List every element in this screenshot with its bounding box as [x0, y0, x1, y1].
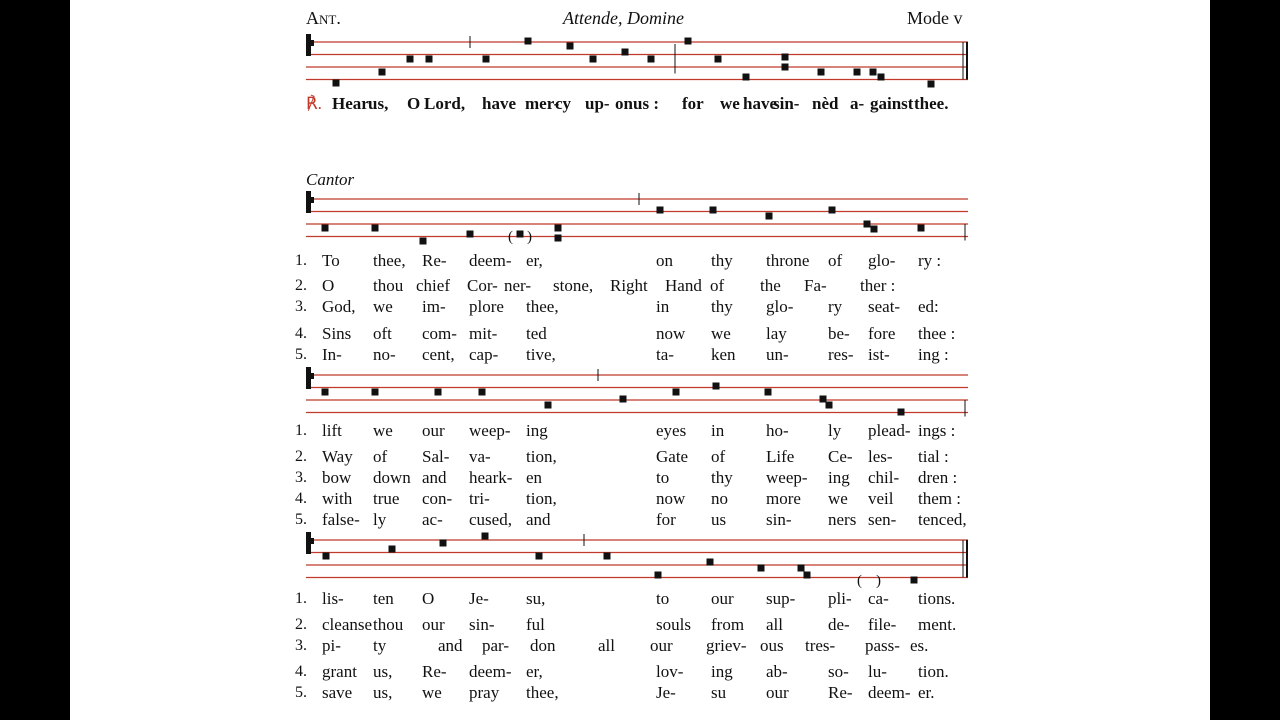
lyric-syllable: tres- [805, 636, 836, 655]
lyric-syllable: true [373, 489, 400, 508]
verse-number: 1. [295, 422, 307, 439]
lyric-syllable: weep- [469, 421, 511, 440]
lyric-syllable: Re- [422, 251, 447, 270]
lyric-syllable: cleanse [322, 615, 373, 634]
lyric-syllable: glo- [766, 297, 794, 316]
lyric-syllable: tive, [526, 345, 556, 364]
lyric-syllable: thou [373, 276, 404, 295]
neume-note [829, 207, 836, 214]
lyric-syllable: In- [322, 345, 342, 364]
antiphon-syllable: us, [368, 94, 389, 113]
lyric-syllable: Gate [656, 447, 689, 466]
verse-number: 1. [295, 590, 307, 607]
lyric-syllable: down [373, 468, 411, 487]
lyric-syllable: tenced, [918, 510, 967, 529]
lyric-syllable: griev- [706, 636, 747, 655]
verse-number: 3. [295, 637, 307, 654]
lyric-syllable: Je- [469, 589, 489, 608]
neume-note [322, 389, 329, 396]
lyric-syllable: Way [322, 447, 353, 466]
lyric-syllable: Sins [322, 324, 352, 343]
neume-note [467, 231, 474, 238]
neume-note [620, 396, 627, 403]
lyric-syllable: file- [868, 615, 897, 634]
neume-note [555, 225, 562, 232]
lyric-syllable: va- [469, 447, 491, 466]
neume-note [657, 207, 664, 214]
neume-note [435, 389, 442, 396]
lyric-syllable: we [828, 489, 848, 508]
neume-note [715, 56, 722, 63]
neume-note [758, 565, 765, 572]
lyric-syllable: tri- [469, 489, 490, 508]
neume-note [545, 402, 552, 409]
lyric-syllable: er. [918, 683, 935, 702]
lyric-syllable: in [711, 421, 725, 440]
lyric-syllable: seat- [868, 297, 901, 316]
lyric-syllable: thee, [373, 251, 406, 270]
neume-note [479, 389, 486, 396]
lyric-syllable: deem- [469, 662, 512, 681]
lyric-syllable: par- [482, 636, 510, 655]
lyric-syllable: our [422, 615, 445, 634]
lyric-syllable: the [760, 276, 781, 295]
neume-note [864, 221, 871, 228]
chant-title: Attende, Domine [563, 8, 684, 28]
antiphon-syllable: Lord, [424, 94, 466, 113]
lyric-syllable: thy [711, 468, 733, 487]
paren-note: ( [857, 573, 862, 589]
lyric-syllable: now [656, 489, 686, 508]
lyric-syllable: tions. [918, 589, 956, 608]
lyric-syllable: fore [868, 324, 896, 343]
lyric-syllable: O [422, 589, 435, 608]
lyric-syllable: for [656, 510, 676, 529]
lyric-syllable: stone, [553, 276, 594, 295]
neume-note [928, 81, 935, 88]
neume-note [333, 80, 340, 87]
lyric-syllable: heark- [469, 468, 513, 487]
lyric-syllable: pray [469, 683, 500, 702]
paren-note: ( [508, 229, 513, 245]
lyric-syllable: Fa- [804, 276, 827, 295]
lyric-syllable: lay [766, 324, 787, 343]
neume-note [918, 225, 925, 232]
neume-note [870, 69, 877, 76]
mode-label: Mode v [907, 8, 963, 28]
clef-c-icon [309, 538, 314, 544]
lyric-syllable: er, [526, 662, 543, 681]
neume-note [765, 389, 772, 396]
lyric-syllable: chil- [868, 468, 900, 487]
lyric-syllable: ing [711, 662, 733, 681]
lyric-syllable: pi- [322, 636, 341, 655]
lyric-syllable: we [711, 324, 731, 343]
lyric-syllable: thou [373, 615, 404, 634]
lyric-syllable: ing [828, 468, 850, 487]
lyric-syllable: tion, [526, 489, 557, 508]
lyric-syllable: us, [373, 662, 393, 681]
lyric-syllable: un- [766, 345, 789, 364]
neume-note [517, 231, 524, 238]
lyric-syllable: lov- [656, 662, 684, 681]
lyric-syllable: be- [828, 324, 850, 343]
neume-note [898, 409, 905, 416]
lyric-syllable: ful [526, 615, 545, 634]
lyric-syllable: plead- [868, 421, 911, 440]
lyric-syllable: ten [373, 589, 394, 608]
lyric-syllable: er, [526, 251, 543, 270]
lyric-syllable: no [711, 489, 728, 508]
lyric-syllable: deem- [469, 251, 512, 270]
lyric-syllable: ab- [766, 662, 788, 681]
lyric-syllable: sin- [766, 510, 792, 529]
lyric-syllable: thy [711, 297, 733, 316]
neume-note [525, 38, 532, 45]
lyric-syllable: ly [373, 510, 387, 529]
neume-note [567, 43, 574, 50]
neume-note [379, 69, 386, 76]
cantor-label: Cantor [306, 170, 355, 189]
lyric-syllable: bow [322, 468, 352, 487]
neume-note [604, 553, 611, 560]
neume-note [389, 546, 396, 553]
lyric-syllable: from [711, 615, 745, 634]
lyric-syllable: les- [868, 447, 893, 466]
lyric-syllable: Sal- [422, 447, 450, 466]
lyric-syllable: our [711, 589, 734, 608]
lyric-syllable: Re- [422, 662, 447, 681]
lyric-syllable: pli- [828, 589, 852, 608]
lyric-syllable: ca- [868, 589, 889, 608]
neume-note [555, 235, 562, 242]
lyric-syllable: en [526, 468, 543, 487]
lyric-syllable: eyes [656, 421, 687, 440]
antiphon-syllable: on [615, 94, 633, 113]
lyric-syllable: weep- [766, 468, 808, 487]
lyric-syllable: all [598, 636, 615, 655]
lyric-syllable: mit- [469, 324, 498, 343]
lyric-syllable: ther : [860, 276, 896, 295]
verse-number: 4. [295, 490, 307, 507]
lyric-syllable: sen- [868, 510, 897, 529]
lyric-syllable: im- [422, 297, 446, 316]
neume-note [655, 572, 662, 579]
neume-note [440, 540, 447, 547]
lyric-syllable: all [766, 615, 783, 634]
clef-c-icon [309, 40, 314, 46]
neume-note [323, 553, 330, 560]
antiphon-syllable: have [482, 94, 516, 113]
lyric-syllable: res- [828, 345, 854, 364]
lyric-syllable: plore [469, 297, 504, 316]
lyric-syllable: to [656, 589, 670, 608]
lyric-syllable: with [322, 489, 353, 508]
lyric-syllable: tion, [526, 447, 557, 466]
antiphon-syllable: a- [850, 94, 865, 113]
verse-number: 4. [295, 325, 307, 342]
lyric-syllable: tion. [918, 662, 949, 681]
lyric-syllable: cent, [422, 345, 455, 364]
lyric-syllable: don [530, 636, 556, 655]
neume-note [673, 389, 680, 396]
neume-note [648, 56, 655, 63]
neume-note [685, 38, 692, 45]
verse-number: 2. [295, 277, 307, 294]
lyric-syllable: lu- [868, 662, 887, 681]
lyric-syllable: ings : [918, 421, 956, 440]
lyric-syllable: Right [610, 276, 648, 295]
neume-note [426, 56, 433, 63]
lyric-syllable: of [711, 447, 726, 466]
antiphon-syllable: thee. [914, 94, 949, 113]
lyric-syllable: we [373, 297, 393, 316]
response-symbol: ℟. [306, 94, 322, 113]
lyric-syllable: deem- [868, 683, 911, 702]
lyric-syllable: to [656, 468, 670, 487]
lyric-syllable: our [422, 421, 445, 440]
lyric-syllable: so- [828, 662, 849, 681]
lyric-syllable: Life [766, 447, 795, 466]
verse-number: 1. [295, 252, 307, 269]
neume-note [854, 69, 861, 76]
lyric-syllable: ners [828, 510, 857, 529]
lyric-syllable: and [422, 468, 447, 487]
lyric-syllable: ing : [918, 345, 949, 364]
lyric-syllable: lift [322, 421, 342, 440]
verse-number: 5. [295, 684, 307, 701]
lyric-syllable: con- [422, 489, 453, 508]
lyric-syllable: throne [766, 251, 810, 270]
antiphon-syllable: Hear [332, 94, 369, 113]
lyric-syllable: cused, [469, 510, 512, 529]
lyric-syllable: Cor- [467, 276, 498, 295]
lyric-syllable: on [656, 251, 673, 270]
neume-note [878, 74, 885, 81]
verse-number: 2. [295, 616, 307, 633]
lyric-syllable: and [526, 510, 551, 529]
lyric-syllable: God, [322, 297, 356, 316]
lyric-syllable: Ce- [828, 447, 853, 466]
verse-number: 5. [295, 511, 307, 528]
neume-note [766, 213, 773, 220]
antiphon-syllable: we [720, 94, 740, 113]
lyric-syllable: our [650, 636, 673, 655]
lyric-syllable: sup- [766, 589, 796, 608]
neume-note [322, 225, 329, 232]
lyric-syllable: su, [526, 589, 546, 608]
lyric-syllable: of [710, 276, 725, 295]
lyric-syllable: us, [373, 683, 393, 702]
verse-number: 3. [295, 469, 307, 486]
neume-note [590, 56, 597, 63]
antiphon-syllable: nèd [812, 94, 839, 113]
paren-note: ) [876, 573, 881, 589]
lyric-syllable: and [438, 636, 463, 655]
lyric-syllable: ment. [918, 615, 957, 634]
neume-note [482, 533, 489, 540]
neume-note [407, 56, 414, 63]
lyric-syllable: us [711, 510, 727, 529]
antiphon-syllable: cy [555, 94, 572, 113]
antiphon-syllable: gainst [870, 94, 914, 113]
lyric-syllable: ty [373, 636, 387, 655]
lyric-syllable: cap- [469, 345, 499, 364]
antiphon-syllable: mer- [525, 94, 560, 113]
lyric-syllable: glo- [868, 251, 896, 270]
lyric-syllable: ner- [504, 276, 532, 295]
lyric-syllable: sin- [469, 615, 495, 634]
lyric-syllable: Je- [656, 683, 676, 702]
lyric-syllable: ho- [766, 421, 789, 440]
neume-note [911, 577, 918, 584]
lyric-syllable: veil [868, 489, 894, 508]
lyric-syllable: them : [918, 489, 961, 508]
lyric-syllable: ta- [656, 345, 674, 364]
lyric-syllable: ing [526, 421, 548, 440]
neume-note [622, 49, 629, 56]
neume-note [782, 64, 789, 71]
lyric-syllable: To [322, 251, 340, 270]
lyric-syllable: save [322, 683, 353, 702]
lyric-syllable: dren : [918, 468, 958, 487]
neume-note [818, 69, 825, 76]
lyric-syllable: O [322, 276, 335, 295]
neume-note [713, 383, 720, 390]
verse-number: 2. [295, 448, 307, 465]
verse-number: 5. [295, 346, 307, 363]
lyric-syllable: thee, [526, 683, 559, 702]
lyric-syllable: we [422, 683, 442, 702]
lyric-syllable: of [828, 251, 843, 270]
neume-note [798, 565, 805, 572]
lyric-syllable: ken [711, 345, 736, 364]
lyric-syllable: ry [828, 297, 843, 316]
lyric-syllable: de- [828, 615, 850, 634]
lyric-syllable: ist- [868, 345, 890, 364]
lyric-syllable: ed: [918, 297, 939, 316]
neume-note [743, 74, 750, 81]
neume-note [820, 396, 827, 403]
antiphon-syllable: O [407, 94, 421, 113]
lyric-syllable: souls [656, 615, 691, 634]
lyric-syllable: su [711, 683, 727, 702]
clef-c-icon [309, 373, 314, 379]
lyric-syllable: more [766, 489, 801, 508]
paren-note: ) [527, 229, 532, 245]
lyric-syllable: pass- [865, 636, 900, 655]
lyric-syllable: chief [416, 276, 450, 295]
neume-note [826, 402, 833, 409]
lyric-syllable: now [656, 324, 686, 343]
neume-note [782, 54, 789, 61]
neume-note [483, 56, 490, 63]
lyric-syllable: ry : [918, 251, 942, 270]
lyric-syllable: Hand [665, 276, 702, 295]
lyric-syllable: we [373, 421, 393, 440]
neume-note [372, 225, 379, 232]
neume-note [707, 559, 714, 566]
lyric-syllable: ted [526, 324, 547, 343]
antiphon-syllable: sin- [773, 94, 800, 113]
lyric-syllable: in [656, 297, 670, 316]
lyric-syllable: ly [828, 421, 842, 440]
clef-c-icon [309, 197, 314, 203]
antiphon-syllable: for [682, 94, 704, 113]
lyric-syllable: lis- [322, 589, 344, 608]
neume-note [420, 238, 427, 245]
lyric-syllable: es. [910, 636, 929, 655]
neume-note [804, 572, 811, 579]
verse-number: 4. [295, 663, 307, 680]
chant-sheet [70, 0, 1210, 720]
lyric-syllable: tial : [918, 447, 949, 466]
neume-note [536, 553, 543, 560]
neume-note [871, 226, 878, 233]
neume-note [372, 389, 379, 396]
lyric-syllable: com- [422, 324, 457, 343]
lyric-syllable: of [373, 447, 388, 466]
lyric-syllable: grant [322, 662, 357, 681]
lyric-syllable: thy [711, 251, 733, 270]
antiphon-syllable: us : [633, 94, 659, 113]
lyric-syllable: no- [373, 345, 396, 364]
antiphon-syllable: up- [585, 94, 610, 113]
verse-number: 3. [295, 298, 307, 315]
antiphon-label: Ant. [306, 8, 341, 28]
lyric-syllable: ous [760, 636, 784, 655]
lyric-syllable: thee : [918, 324, 956, 343]
lyric-syllable: oft [373, 324, 392, 343]
lyric-syllable: Re- [828, 683, 853, 702]
antiphon-syllable: have [743, 94, 777, 113]
lyric-syllable: our [766, 683, 789, 702]
lyric-syllable: ac- [422, 510, 443, 529]
lyric-syllable: thee, [526, 297, 559, 316]
lyric-syllable: false- [322, 510, 360, 529]
neume-note [710, 207, 717, 214]
